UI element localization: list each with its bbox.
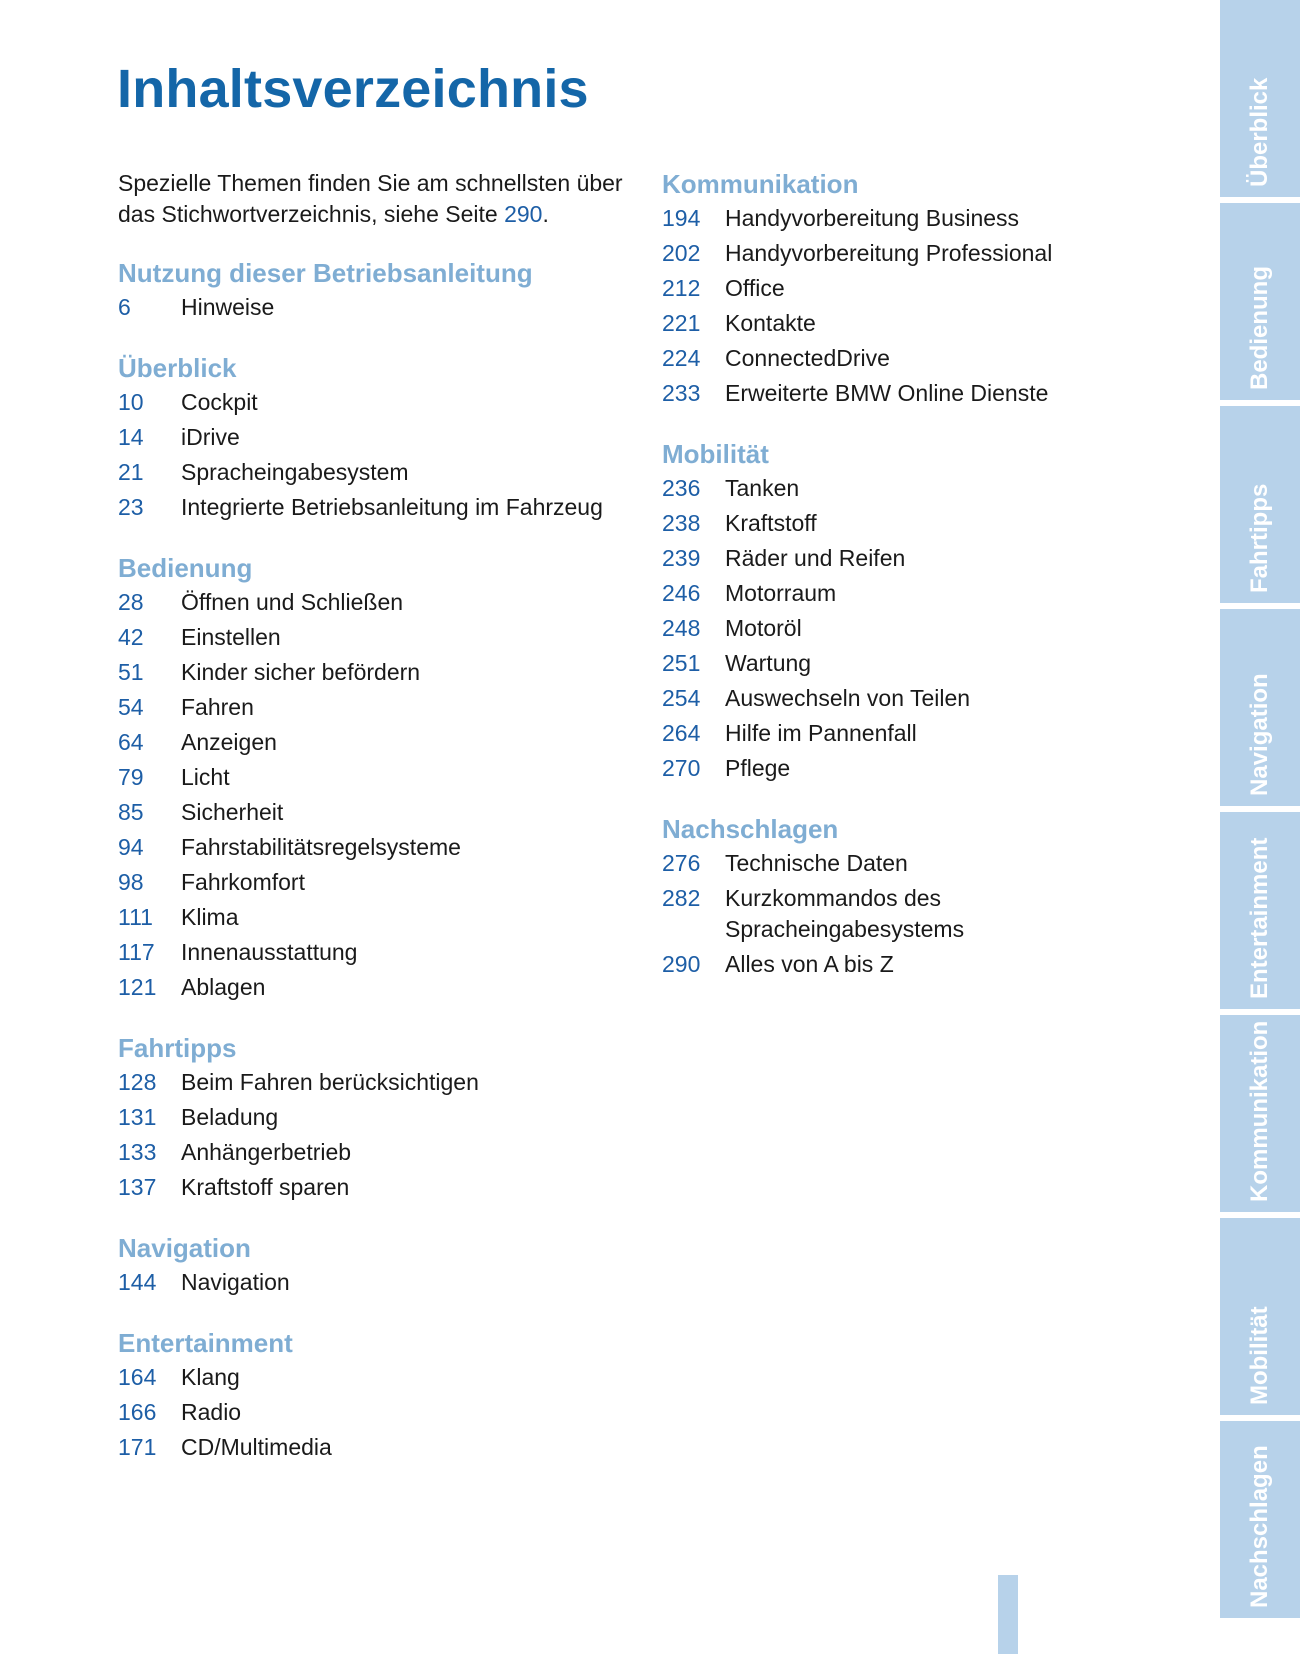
toc-entry[interactable]: [662, 683, 1102, 714]
toc-section: [662, 438, 1102, 784]
toc-page-number: 6: [118, 294, 131, 320]
toc-page-number: 144: [118, 1269, 157, 1295]
toc-entry[interactable]: [118, 1432, 638, 1463]
toc-page-number: 270: [662, 755, 701, 781]
toc-entry-label: Beladung: [181, 1104, 279, 1130]
chapter-tab[interactable]: [1220, 203, 1300, 400]
chapter-tab-label: Entertainment: [1246, 837, 1273, 999]
toc-page-number: 121: [118, 974, 157, 1000]
toc-page-number: 94: [118, 834, 144, 860]
toc-page-number: 64: [118, 729, 144, 755]
toc-section: [118, 1232, 638, 1298]
toc-entry[interactable]: [118, 867, 638, 898]
toc-entry[interactable]: [118, 797, 638, 828]
toc-page-number: 133: [118, 1139, 157, 1165]
toc-entry[interactable]: [118, 1067, 638, 1098]
chapter-tab-label: Kommunikation: [1246, 1020, 1273, 1202]
toc-page-number: 14: [118, 424, 144, 450]
toc-page-number: 111: [118, 904, 153, 930]
toc-section: [118, 257, 638, 323]
toc-page-number: 23: [118, 494, 144, 520]
toc-entry-label: Radio: [181, 1399, 242, 1425]
intro-text: [118, 168, 638, 230]
toc-entry-label: Beim Fahren berücksichtigen: [181, 1069, 479, 1095]
toc-page-number: 98: [118, 869, 144, 895]
section-heading: Kommunikation: [662, 169, 859, 199]
chapter-tab[interactable]: [1220, 1218, 1300, 1415]
toc-page-number: 85: [118, 799, 144, 825]
toc-left-column: [118, 168, 638, 1492]
toc-page-number: 233: [662, 380, 701, 406]
toc-entry[interactable]: [662, 378, 1102, 409]
toc-entry[interactable]: [118, 1267, 638, 1298]
toc-entry-label: Kontakte: [725, 310, 816, 336]
toc-entry[interactable]: [662, 753, 1102, 784]
toc-entry-label: Navigation: [181, 1269, 290, 1295]
toc-section: [118, 552, 638, 1003]
section-heading: Navigation: [118, 1233, 251, 1263]
section-heading: Überblick: [118, 353, 237, 383]
toc-page-number: 239: [662, 545, 701, 571]
toc-entry[interactable]: [662, 949, 1102, 980]
toc-entry[interactable]: [118, 1137, 638, 1168]
chapter-tab[interactable]: [1220, 406, 1300, 603]
intro-sentence: Spezielle Themen finden Sie am schnellsten über das Stichwortverzeichnis, siehe Seite: [118, 170, 623, 227]
section-heading: Fahrtipps: [118, 1033, 237, 1063]
toc-entry-label: Handyvorbereitung Professional: [725, 240, 1053, 266]
chapter-tab-label: Nachschlagen: [1246, 1445, 1273, 1608]
toc-entry-label: Kinder sicher befördern: [181, 659, 421, 685]
toc-entry[interactable]: [662, 543, 1102, 574]
toc-section: [118, 1032, 638, 1203]
section-heading: Entertainment: [118, 1328, 293, 1358]
toc-entry[interactable]: [118, 1102, 638, 1133]
toc-entry-label: Einstellen: [181, 624, 281, 650]
chapter-tab[interactable]: [1220, 1421, 1300, 1618]
toc-entry[interactable]: [118, 492, 638, 523]
toc-entry-label: CD/Multimedia: [181, 1434, 332, 1460]
toc-page-number: 164: [118, 1364, 157, 1390]
toc-entry[interactable]: [662, 273, 1102, 304]
toc-page-number: 131: [118, 1104, 157, 1130]
intro-period: .: [542, 201, 549, 227]
toc-entry[interactable]: [118, 457, 638, 488]
toc-entry[interactable]: [662, 508, 1102, 539]
toc-entry-label: Licht: [181, 764, 230, 790]
chapter-tab-label: Navigation: [1246, 673, 1273, 796]
toc-entry[interactable]: [662, 578, 1102, 609]
toc-entry-label: Kraftstoff: [725, 510, 817, 536]
toc-page-number: 117: [118, 939, 155, 965]
toc-entry-label: Erweiterte BMW Online Dienste: [725, 380, 1049, 406]
toc-page-number: 276: [662, 850, 701, 876]
toc-entry[interactable]: [662, 718, 1102, 749]
toc-entry-label: Klang: [181, 1364, 240, 1390]
chapter-tab[interactable]: [1220, 609, 1300, 806]
toc-entry-label: Integrierte Betriebsanleitung im Fahrzeug: [181, 494, 603, 520]
toc-entry-label: Fahrstabilitätsregelsysteme: [181, 834, 461, 860]
toc-page-number: 51: [118, 659, 144, 685]
toc-entry[interactable]: [118, 832, 638, 863]
toc-entry-label: Alles von A bis Z: [725, 951, 894, 977]
toc-entry-label: Motoröl: [725, 615, 802, 641]
toc-entry-label: Pflege: [725, 755, 791, 781]
toc-entry[interactable]: [118, 292, 638, 323]
toc-section: [662, 168, 1102, 409]
toc-entry[interactable]: [662, 238, 1102, 269]
toc-entry[interactable]: [118, 1397, 638, 1428]
toc-page-number: 224: [662, 345, 701, 371]
toc-entry[interactable]: [118, 972, 638, 1003]
toc-entry-label: Cockpit: [181, 389, 258, 415]
toc-entry-label: Klima: [181, 904, 239, 930]
toc-entry[interactable]: [118, 762, 638, 793]
right-sections: [662, 168, 1102, 980]
toc-page-number: 248: [662, 615, 701, 641]
toc-entry[interactable]: [118, 657, 638, 688]
chapter-tab-strip: [1220, 0, 1300, 1654]
toc-section: [118, 352, 638, 523]
toc-page-number: 251: [662, 650, 701, 676]
toc-entry[interactable]: [662, 308, 1102, 339]
toc-page-number: 212: [662, 275, 701, 301]
toc-page-number: 264: [662, 720, 701, 746]
chapter-tab-label: Mobilität: [1246, 1306, 1273, 1405]
chapter-tab[interactable]: [1220, 0, 1300, 197]
toc-entry-label: Handyvorbereitung Business: [725, 205, 1020, 231]
toc-entry-label: Spracheingabesystem: [181, 459, 409, 485]
toc-entry[interactable]: [662, 343, 1102, 374]
toc-page-number: 137: [118, 1174, 157, 1200]
toc-section: [662, 813, 1102, 980]
toc-entry[interactable]: [662, 473, 1102, 504]
toc-page-number: 194: [662, 205, 701, 231]
toc-page-number: 290: [662, 951, 701, 977]
toc-entry-label: Sicherheit: [181, 799, 284, 825]
toc-page-number: 282: [662, 885, 701, 911]
toc-right-column: [662, 168, 1102, 1009]
toc-entry-label: Auswechseln von Teilen: [725, 685, 971, 711]
toc-entry-label: Wartung: [725, 650, 812, 676]
toc-entry[interactable]: [118, 587, 638, 618]
chapter-tab-label: Fahrtipps: [1246, 483, 1273, 593]
toc-page-number: 166: [118, 1399, 157, 1425]
toc-entry[interactable]: [118, 387, 638, 418]
toc-entry-label: iDrive: [181, 424, 240, 450]
section-heading: Mobilität: [662, 439, 769, 469]
toc-entry-label: Fahrkomfort: [181, 869, 305, 895]
toc-entry-label: Öffnen und Schließen: [181, 589, 404, 615]
toc-entry-label: Kraftstoff sparen: [181, 1174, 350, 1200]
toc-entry[interactable]: [118, 937, 638, 968]
toc-page-number: 202: [662, 240, 701, 266]
toc-page-number: 128: [118, 1069, 157, 1095]
toc-entry-label: Technische Daten: [725, 850, 908, 876]
toc-entry[interactable]: [662, 648, 1102, 679]
toc-entry-label: Office: [725, 275, 785, 301]
toc-section: [118, 1327, 638, 1463]
toc-entry[interactable]: [662, 883, 1102, 945]
chapter-tab[interactable]: [1220, 1015, 1300, 1212]
toc-page-number: 254: [662, 685, 701, 711]
toc-page-number: 221: [662, 310, 701, 336]
toc-page-number: 171: [118, 1434, 157, 1460]
toc-entry-label: Innenausstattung: [181, 939, 358, 965]
section-heading: Nutzung dieser Betriebsanleitung: [118, 258, 533, 288]
toc-page-number: 246: [662, 580, 701, 606]
toc-page-number: 238: [662, 510, 701, 536]
toc-entry[interactable]: [118, 692, 638, 723]
chapter-tab[interactable]: [1220, 812, 1300, 1009]
section-heading: Nachschlagen: [662, 814, 839, 844]
toc-entry-label: ConnectedDrive: [725, 345, 890, 371]
page-edge-marker: [998, 1575, 1018, 1654]
page-title: Inhaltsverzeichnis: [117, 59, 589, 119]
toc-page-number: 42: [118, 624, 144, 650]
toc-entry-label: Fahren: [181, 694, 254, 720]
index-page-link[interactable]: 290: [504, 201, 543, 227]
section-heading: Bedienung: [118, 553, 253, 583]
toc-entry-label: Anzeigen: [181, 729, 277, 755]
toc-entry-label: Tanken: [725, 475, 800, 501]
toc-entry-label: Hilfe im Pannenfall: [725, 720, 917, 746]
toc-entry-label: Ablagen: [181, 974, 266, 1000]
toc-entry-label: Motorraum: [725, 580, 837, 606]
toc-page-number: 54: [118, 694, 144, 720]
left-sections: [118, 257, 638, 1463]
chapter-tab-label: Bedienung: [1246, 266, 1273, 390]
toc-entry[interactable]: [118, 422, 638, 453]
toc-page-number: 28: [118, 589, 144, 615]
chapter-tab-label: Überblick: [1246, 77, 1273, 187]
toc-entry[interactable]: [662, 848, 1102, 879]
toc-entry[interactable]: [118, 902, 638, 933]
toc-entry[interactable]: [118, 1362, 638, 1393]
toc-page-number: 79: [118, 764, 144, 790]
toc-entry-label: Räder und Reifen: [725, 545, 906, 571]
toc-page-number: 10: [118, 389, 144, 415]
toc-entry[interactable]: [118, 622, 638, 653]
toc-entry-label: Kurzkommandos des Spracheingabesystems: [725, 885, 965, 942]
toc-entry[interactable]: [662, 613, 1102, 644]
toc-page-number: 21: [118, 459, 144, 485]
toc-entry[interactable]: [118, 1172, 638, 1203]
toc-entry[interactable]: [662, 203, 1102, 234]
toc-entry[interactable]: [118, 727, 638, 758]
toc-entry-label: Anhängerbetrieb: [181, 1139, 352, 1165]
toc-page-number: 236: [662, 475, 701, 501]
toc-entry-label: Hinweise: [181, 294, 275, 320]
